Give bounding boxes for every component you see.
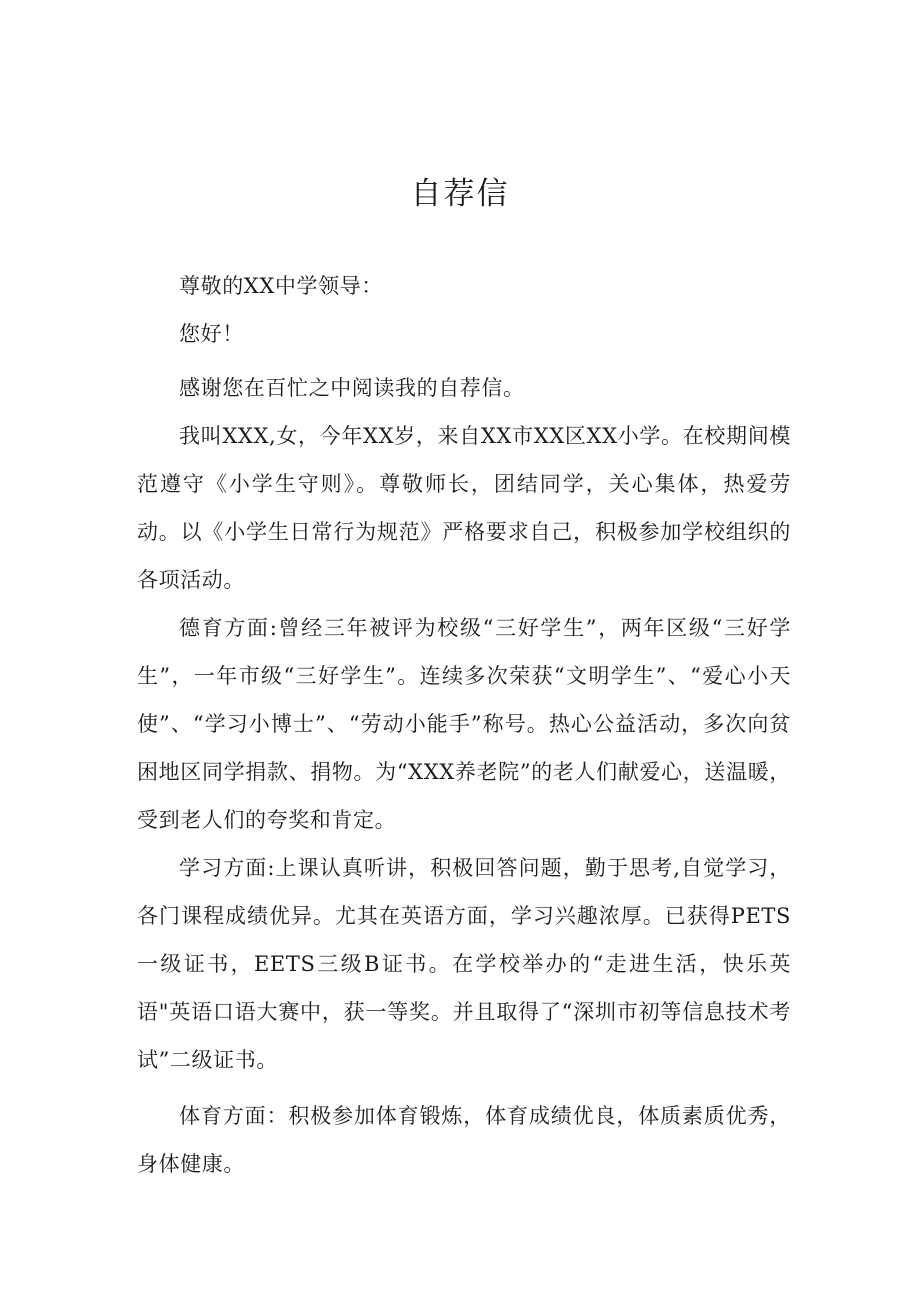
paragraph-moral-education: 德育方面:曾经三年被评为校级“三好学生”，两年区级“三好学生”，一年市级“三好学生”。连续多次荣获“文明学生”、“爱心小天使”、“学习小博士”、“劳动小能手”称号。热心公益活动，多次向贫困地区同学捐款、捐物。为“XXX养老院”的老人们献爱心，送温暖，受到老人们的夸奖和肯定。 [137, 616, 791, 832]
paragraph-introduction: 我叫XXX,女，今年XX岁，来自XX市XX区XX小学。在校期间模范遵守《小学生守则》。尊敬师长，团结同学，关心集体，热爱劳动。以《小学生日常行为规范》严格要求自己，积极参加学校组织的各项活动。 [137, 424, 791, 592]
paragraph-sports: 体育方面：积极参加体育锻炼，体育成绩优良，体质素质优秀，身体健康。 [137, 1104, 791, 1176]
greeting: 您好！ [179, 322, 244, 346]
salutation: 尊敬的XX中学领导： [179, 274, 383, 298]
letter-body [137, 262, 791, 1188]
page-title: 自荐信 [410, 176, 510, 212]
paragraph-study: 学习方面:上课认真听讲，积极回答问题，勤于思考,自觉学习，各门课程成绩优异。尤其在英语方面，学习兴趣浓厚。已获得PETS一级证书，EETS三级B证书。在学校举办的“走进生活，快乐英语"英语口语大赛中，获一等奖。并且取得了“深圳市初等信息技术考试”二级证书。 [137, 856, 791, 1072]
paragraph-thanks: 感谢您在百忙之中阅读我的自荐信。 [179, 376, 525, 400]
